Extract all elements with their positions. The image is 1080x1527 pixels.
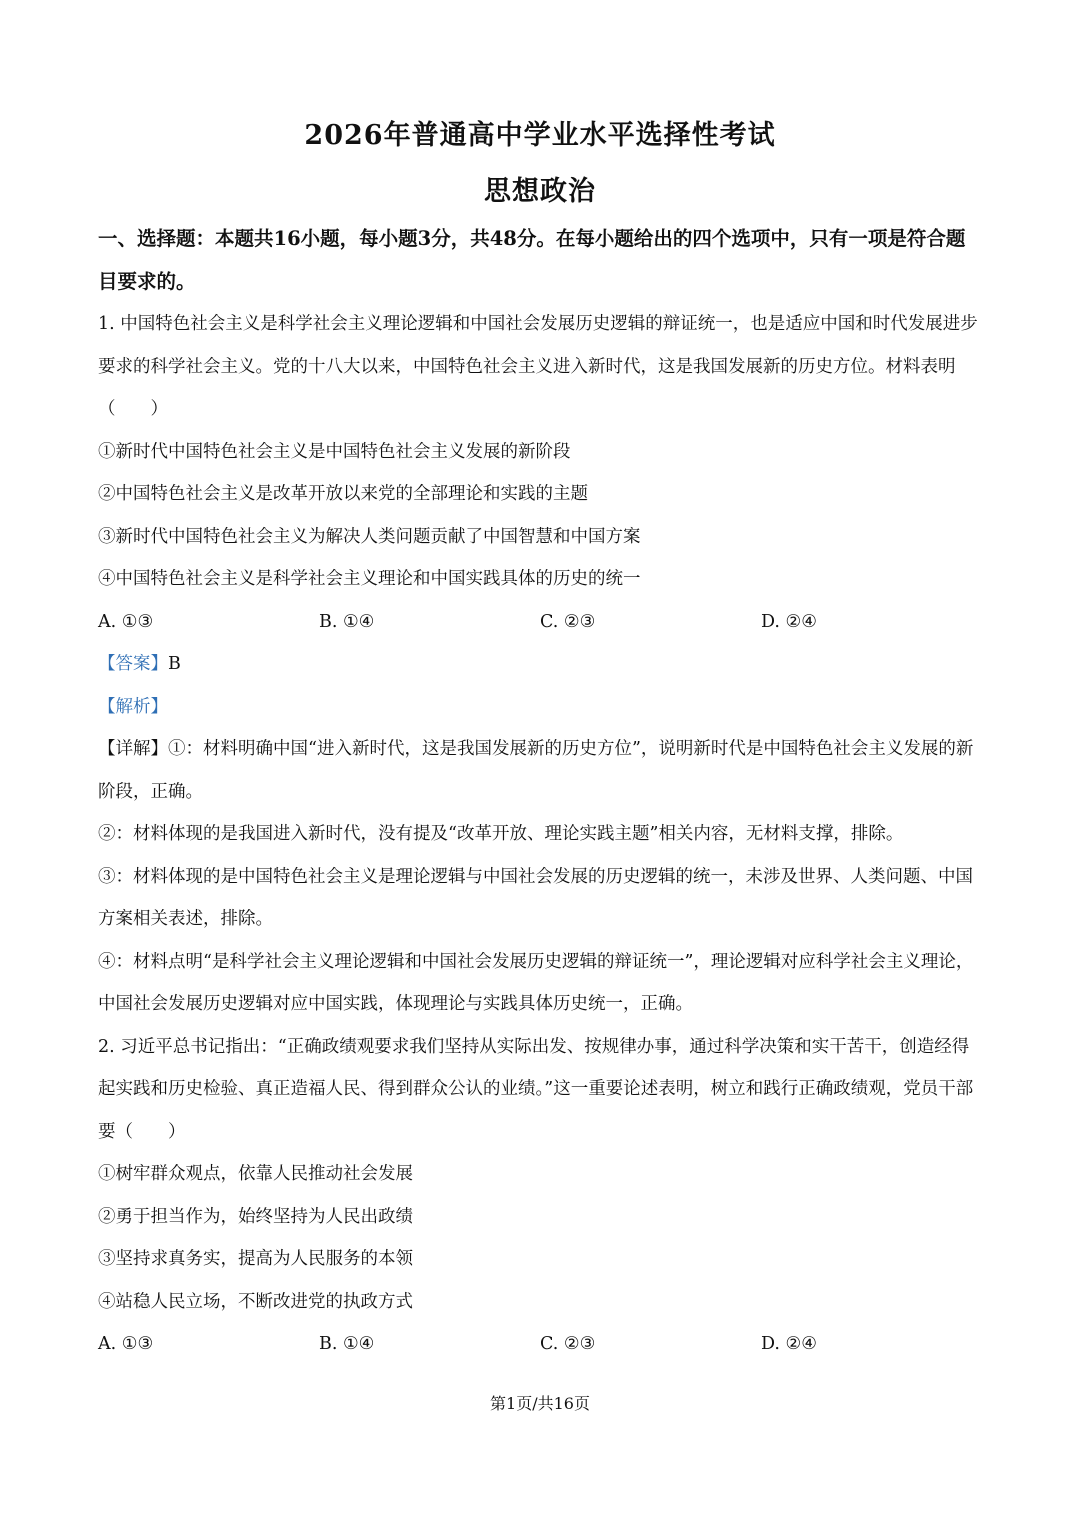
q1-option-d: D. ②④ (761, 611, 817, 632)
detail-tag: 【详解】 (98, 739, 168, 759)
q2-stem: 2. 习近平总书记指出：“正确政绩观要求我们坚持从实际出发、按规律办事，通过科学决策和实干苦干，创造经得起实践和历史检验、真正造福人民、得到群众公认的业绩。”这一重要论述表明，树立和践行正确政绩观，党员干部要（ ） (98, 1036, 974, 1142)
q1-statement-3: ③新时代中国特色社会主义为解决人类问题贡献了中国智慧和中国方案 (98, 526, 641, 547)
subject-title: 思想政治 (484, 176, 596, 207)
exam-title: 2026年普通高中学业水平选择性考试 (304, 120, 776, 151)
q1-statement-1: ①新时代中国特色社会主义是中国特色社会主义发展的新阶段 (98, 441, 571, 462)
answer-tag: 【答案】 (98, 654, 168, 674)
exam-content (98, 218, 982, 1366)
q2-statement-3: ③坚持求真务实，提高为人民服务的本领 (98, 1249, 413, 1269)
page-number: 第1页/共16页 (490, 1394, 590, 1413)
q1-detail-1 (98, 728, 982, 813)
q1-option-c: C. ②③ (540, 611, 596, 632)
q1-analysis-line (98, 686, 982, 729)
q1-answer-line (98, 643, 982, 686)
q1-detail-2: ②：材料体现的是我国进入新时代，没有提及“改革开放、理论实践主题”相关内容，无材料支撑，排除。 (98, 824, 904, 844)
q1-answer: B (168, 654, 181, 674)
q2-option-b: B. ①④ (319, 1334, 375, 1354)
q1-detail-3: ③：材料体现的是中国特色社会主义是理论逻辑与中国社会发展的历史逻辑的统一，未涉及世界、人类问题、中国方案相关表述，排除。 (98, 866, 973, 929)
section-heading: 一、选择题：本题共16小题，每小题3分，共48分。在每小题给出的四个选项中，只有一项是符合题目要求的。 (98, 227, 966, 293)
q2-option-c: C. ②③ (540, 1334, 596, 1354)
q1-detail-1-text: ①：材料明确中国“进入新时代，这是我国发展新的历史方位”，说明新时代是中国特色社会主义发展的新阶段，正确。 (98, 739, 974, 802)
q1-statement-4: ④中国特色社会主义是科学社会主义理论和中国实践具体的历史的统一 (98, 569, 641, 589)
q1-option-b: B. ①④ (319, 611, 375, 632)
q2-statement-2: ②勇于担当作为，始终坚持为人民出政绩 (98, 1206, 413, 1227)
q2-options (98, 1323, 982, 1366)
q2-option-d: D. ②④ (761, 1334, 817, 1354)
q1-option-a: A. ①③ (98, 611, 154, 632)
analysis-tag: 【解析】 (98, 696, 168, 717)
q1-options (98, 601, 982, 644)
q2-option-a: A. ①③ (98, 1334, 154, 1354)
q1-stem: 1. 中国特色社会主义是科学社会主义理论逻辑和中国社会发展历史逻辑的辩证统一，也是适应中国和时代发展进步要求的科学社会主义。党的十八大以来，中国特色社会主义进入新时代，这是我国发展新的历史方位。材料表明（ ） (98, 314, 978, 419)
q1-detail-4: ④：材料点明“是科学社会主义理论逻辑和中国社会发展历史逻辑的辩证统一”，理论逻辑对应科学社会主义理论，中国社会发展历史逻辑对应中国实践，体现理论与实践具体历史统一，正确。 (98, 951, 974, 1014)
q2-statement-4: ④站稳人民立场，不断改进党的执政方式 (98, 1291, 413, 1312)
q1-statement-2: ②中国特色社会主义是改革开放以来党的全部理论和实践的主题 (98, 484, 588, 504)
q2-statement-1: ①树牢群众观点，依靠人民推动社会发展 (98, 1164, 413, 1184)
